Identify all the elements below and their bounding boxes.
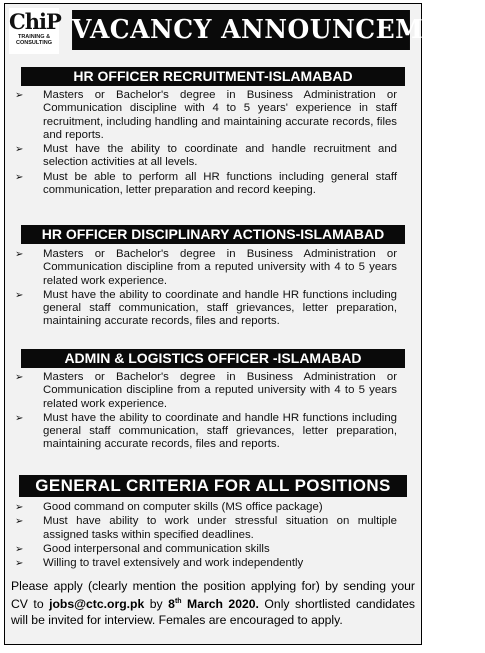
bullet-item: ➢ Must be able to perform all HR functions including general staff communication, letter preparation and record keeping. <box>15 170 397 197</box>
criteria-bullets <box>5 501 421 570</box>
ad-header <box>5 4 485 58</box>
bullet-item: ➢ Must have the ability to coordinate and handle HR functions including general staff communication, staff grievances, letter preparation, maintaining accurate records, files and reports. <box>15 411 397 451</box>
arrow-bullet-icon: ➢ <box>15 249 24 260</box>
announcement-title: VACANCY ANNOUNCEMENT <box>72 10 410 50</box>
bullet-item: ➢ Masters or Bachelor's degree in Business Administration or Communication discipline from a reputed university with 4 to 5 years related work experience. <box>15 371 397 410</box>
arrow-bullet-icon: ➢ <box>15 171 24 183</box>
bullet-item: ➢ Willing to travel extensively and work independently <box>15 557 304 570</box>
arrow-bullet-icon: ➢ <box>15 289 24 301</box>
bullet-item: ➢ Masters or Bachelor's degree in Business Administration or Communication discipline with 4 to 5 years' experience in staff recruitment, including handling and maintaining accurate records, files and reports. <box>15 89 397 141</box>
arrow-bullet-icon: ➢ <box>15 543 24 555</box>
section-bullets-hr-disciplinary <box>5 248 421 329</box>
bullet-item: ➢ Must have the ability to coordinate and handle recruitment and selection activities at all levels. <box>15 143 397 169</box>
bullet-item: ➢ Good command on computer skills (MS office package) <box>15 501 323 513</box>
logo-subtitle-2: CONSULTING <box>16 40 52 46</box>
bullet-item: ➢ Must have the ability to coordinate and handle HR functions including general staff communication, staff grievances, letter preparation, maintaining accurate records, files and reports. <box>15 288 397 328</box>
bullet-item: ➢ Good interpersonal and communication skills <box>15 542 270 555</box>
section-title-hr-recruitment: HR OFFICER RECRUITMENT-ISLAMABAD <box>21 67 405 86</box>
company-logo <box>9 8 59 54</box>
application-instructions: Please apply (clearly mention the position applying for) by sending your CV to jobs@ctc.org.pk by 8th March 2020. Only shortlisted candidates will be invited for interview. Females are encouraged to apply. <box>11 579 415 627</box>
logo-subtitle-1: TRAINING & <box>17 34 51 40</box>
application-deadline: 8th March 2020. <box>168 597 259 612</box>
section-title-admin-logistics: ADMIN & LOGISTICS OFFICER -ISLAMABAD <box>21 349 405 368</box>
bullet-item: ➢ Must have ability to work under stressful situation on multiple assigned tasks within specified deadlines. <box>15 515 397 541</box>
section-bullets-hr-recruitment <box>5 89 421 197</box>
section-title-hr-disciplinary: HR OFFICER DISCIPLINARY ACTIONS-ISLAMABAD <box>21 225 405 244</box>
arrow-bullet-icon: ➢ <box>15 412 24 424</box>
arrow-bullet-icon: ➢ <box>15 372 24 383</box>
logo-mark: ChiP <box>9 9 61 34</box>
arrow-bullet-icon: ➢ <box>15 144 24 156</box>
vacancy-advertisement <box>4 3 485 645</box>
section-bullets-admin-logistics <box>5 371 421 452</box>
bullet-item: ➢ Masters or Bachelor's degree in Business Administration or Communication discipline from a reputed university with 4 to 5 years related work experience. <box>15 248 397 287</box>
application-email[interactable]: jobs@ctc.org.pk <box>49 597 145 612</box>
arrow-bullet-icon: ➢ <box>15 90 24 101</box>
criteria-title: GENERAL CRITERIA FOR ALL POSITIONS <box>19 475 407 497</box>
arrow-bullet-icon: ➢ <box>15 516 24 528</box>
arrow-bullet-icon: ➢ <box>15 502 24 513</box>
arrow-bullet-icon: ➢ <box>15 558 24 570</box>
